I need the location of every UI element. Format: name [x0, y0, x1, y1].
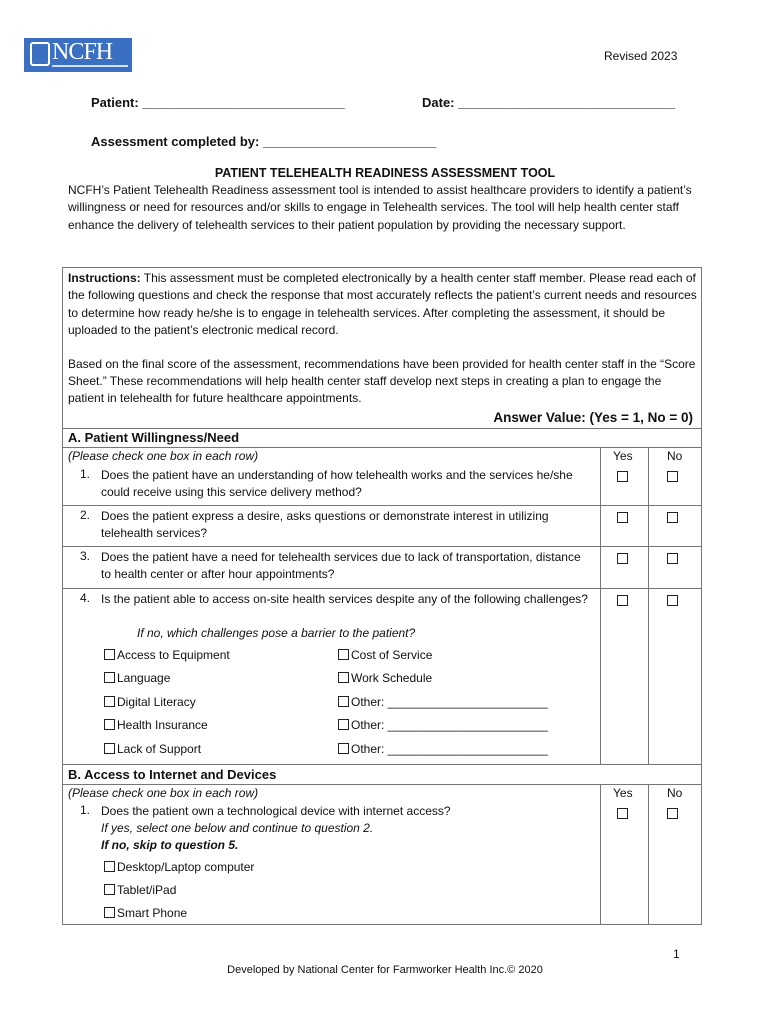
checkbox-icon — [104, 719, 115, 730]
question-a3-text: Does the patient have a need for telehealth services due to lack of transportation, distance to health center or after hour appointments? — [101, 550, 581, 582]
a1-yes-checkbox[interactable] — [617, 471, 628, 482]
instructions-text: This assessment must be completed electronically by a health center staff member. Please read each of the following questions and check the response that most accurately reflects the patient’s current needs and resources to determine how ready he/she is to engage in telehealth services. After completing the assessment, it should be uploaded to the patient’s electronic medical record. — [68, 271, 697, 338]
option-lack-of-support[interactable]: Lack of Support — [104, 742, 201, 756]
a3-yes-checkbox[interactable] — [617, 553, 628, 564]
question-number: 4. — [80, 591, 91, 605]
assessed-by-field[interactable]: Assessment completed by: ________________________ — [91, 134, 437, 149]
checkbox-icon — [338, 649, 349, 660]
a2-yes-checkbox[interactable] — [617, 512, 628, 523]
option-work-schedule[interactable]: Work Schedule — [338, 671, 432, 685]
option-cost-of-service[interactable]: Cost of Service — [338, 648, 432, 662]
checkbox-icon — [104, 861, 115, 872]
checkbox-icon — [338, 743, 349, 754]
question-a2-text: Does the patient express a desire, asks questions or demonstrate interest in utilizing telehealth services? — [101, 509, 549, 541]
checkbox-icon — [338, 696, 349, 707]
b1-subtext-yes: If yes, select one below and continue to question 2. — [101, 821, 374, 835]
section-a-yes-header: Yes — [613, 449, 633, 463]
option-health-insurance[interactable]: Health Insurance — [104, 718, 208, 732]
section-b-no-header: No — [667, 786, 683, 800]
option-language[interactable]: Language — [104, 671, 170, 685]
checkbox-icon — [104, 649, 115, 660]
instructions-block — [68, 270, 698, 424]
section-b-title: B. Access to Internet and Devices — [68, 767, 277, 782]
ncfh-logo — [24, 38, 132, 72]
document-title: PATIENT TELEHEALTH READINESS ASSESSMENT TOOL — [214, 166, 556, 180]
section-b-hint: (Please check one box in each row) — [68, 786, 259, 800]
option-other-1[interactable]: Other: ________________________ — [338, 695, 548, 709]
logo-mark-icon — [30, 42, 50, 66]
option-access-to-equipment[interactable]: Access to Equipment — [104, 648, 230, 662]
device-smart-phone[interactable]: Smart Phone — [104, 906, 187, 920]
checkbox-icon — [104, 884, 115, 895]
question-b1-text: Does the patient own a technological device with internet access? — [101, 804, 451, 818]
a3-no-checkbox[interactable] — [667, 553, 678, 564]
instructions-label: Instructions: — [68, 271, 141, 285]
question-a4-text: Is the patient able to access on-site health services despite any of the following challenges? — [101, 592, 588, 606]
revised-date: Revised 2023 — [604, 49, 678, 63]
question-number: 3. — [80, 549, 91, 563]
date-field[interactable]: Date: ______________________________ — [422, 95, 676, 110]
answer-value: Answer Value: (Yes = 1, No = 0) — [493, 410, 693, 425]
q4-subtext: If no, which challenges pose a barrier to the patient? — [137, 626, 416, 640]
patient-field[interactable]: Patient: ____________________________ — [91, 95, 345, 110]
section-a-hint: (Please check one box in each row) — [68, 449, 259, 463]
a4-no-checkbox[interactable] — [667, 595, 678, 606]
score-text: Based on the final score of the assessment, recommendations have been provided for health center staff in the “Score Sheet.” These recommendations will help health center staff develop next steps in creating a plan to engage the patient in telehealth for future healthcare appointments. — [68, 356, 696, 406]
a4-yes-checkbox[interactable] — [617, 595, 628, 606]
b1-subtext-no: If no, skip to question 5. — [101, 838, 239, 852]
checkbox-icon — [104, 907, 115, 918]
checkbox-icon — [104, 672, 115, 683]
a2-no-checkbox[interactable] — [667, 512, 678, 523]
checkbox-icon — [104, 743, 115, 754]
device-tablet-ipad[interactable]: Tablet/iPad — [104, 883, 176, 897]
section-a-no-header: No — [667, 449, 683, 463]
footer-credit: Developed by National Center for Farmworker Health Inc.© 2020 — [227, 964, 543, 976]
question-number: 1. — [80, 467, 91, 481]
b1-no-checkbox[interactable] — [667, 808, 678, 819]
logo-text: NCFH — [52, 39, 113, 65]
section-b-yes-header: Yes — [613, 786, 633, 800]
question-number: 2. — [80, 508, 91, 522]
device-desktop-laptop[interactable]: Desktop/Laptop computer — [104, 860, 254, 874]
question-number: 1. — [80, 803, 91, 817]
a1-no-checkbox[interactable] — [667, 471, 678, 482]
section-a-title: A. Patient Willingness/Need — [68, 430, 240, 445]
option-other-3[interactable]: Other: ________________________ — [338, 742, 548, 756]
b1-yes-checkbox[interactable] — [617, 808, 628, 819]
option-other-2[interactable]: Other: ________________________ — [338, 718, 548, 732]
checkbox-icon — [104, 696, 115, 707]
intro-paragraph: NCFH’s Patient Telehealth Readiness assessment tool is intended to assist healthcare providers to identify a patient’s willingness or need for resources and/or skills to engage in Telehealth services. The tool will help health center staff enhance the delivery of telehealth services to their patient population by providing the necessary support. — [68, 183, 692, 232]
checkbox-icon — [338, 719, 349, 730]
question-a1-text: Does the patient have an understanding of how telehealth works and the services he/she could receive using this service delivery method? — [101, 468, 573, 500]
checkbox-icon — [338, 672, 349, 683]
option-digital-literacy[interactable]: Digital Literacy — [104, 695, 196, 709]
page-number: 1 — [673, 947, 680, 961]
